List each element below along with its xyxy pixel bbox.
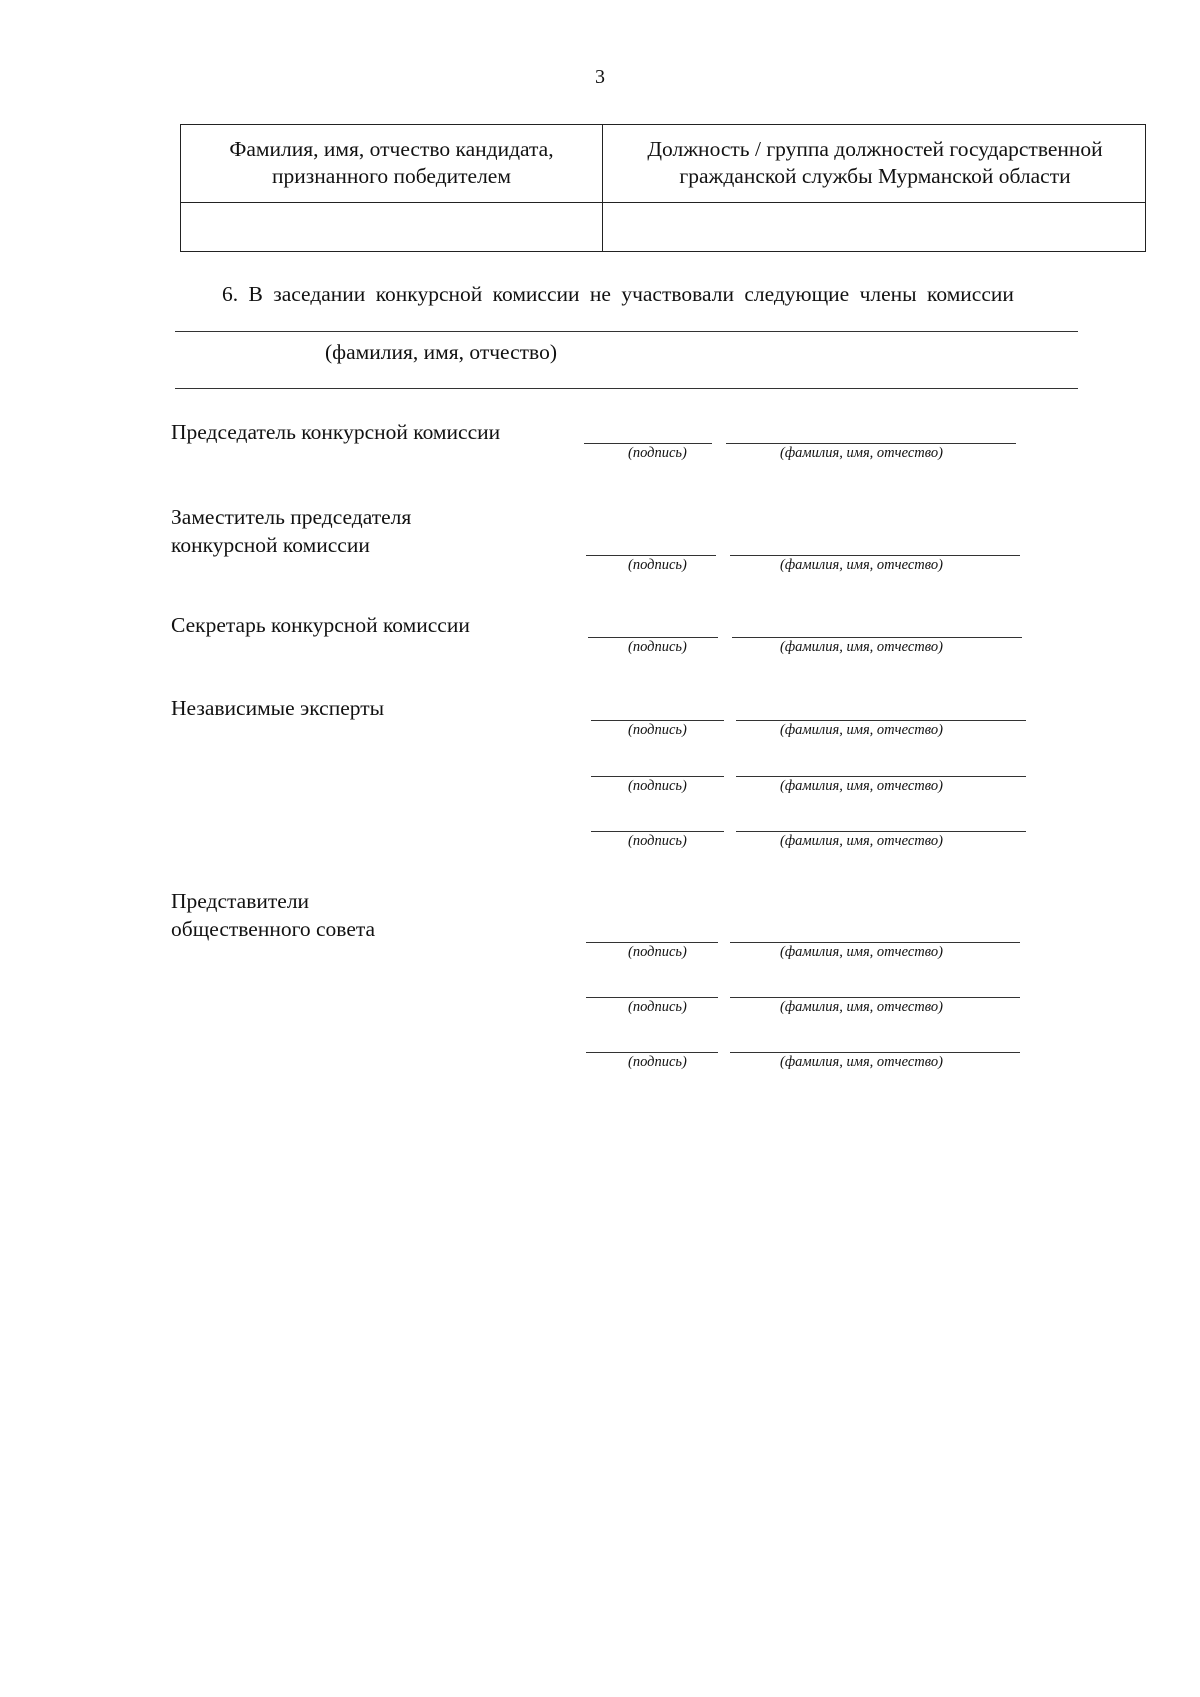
full-name-caption: (фамилия, имя, отчество) <box>780 999 943 1015</box>
role-label-line: Представители <box>171 889 310 913</box>
role-label-line: конкурсной комиссии <box>171 533 370 557</box>
signature-caption: (подпись) <box>628 1054 687 1070</box>
signature-line <box>588 637 718 638</box>
full-name-line <box>726 443 1016 444</box>
full-name-caption: (фамилия, имя, отчество) <box>780 778 943 794</box>
page-number: 3 <box>595 66 605 88</box>
full-name-caption: (фамилия, имя, отчество) <box>780 639 943 655</box>
signature-caption: (подпись) <box>628 722 687 738</box>
full-name-line <box>730 555 1020 556</box>
full-name-caption: (фамилия, имя, отчество) <box>780 722 943 738</box>
table-header-line: признанного победителем <box>272 164 511 188</box>
role-deputy-chairman <box>171 503 411 559</box>
full-name-line <box>736 831 1026 832</box>
role-secretary <box>171 611 470 639</box>
full-name-line <box>730 1052 1020 1053</box>
table-header-line: Должность / группа должностей государственной <box>647 137 1103 161</box>
role-label-line: Заместитель председателя <box>171 505 412 529</box>
signature-line <box>586 997 718 998</box>
signature-caption: (подпись) <box>628 557 687 573</box>
winner-table <box>180 124 1146 252</box>
full-name-caption: (фамилия, имя, отчество) <box>780 445 943 461</box>
table-cell-position <box>603 203 1147 251</box>
absent-members-caption: (фамилия, имя, отчество) <box>325 340 557 364</box>
role-label-line: Секретарь конкурсной комиссии <box>171 613 470 637</box>
role-label-line: Независимые эксперты <box>171 696 385 720</box>
role-public-council-representatives <box>171 887 375 943</box>
signature-line <box>586 555 716 556</box>
item-6-text: 6. В заседании конкурсной комиссии не участвовали следующие члены комиссии <box>222 282 1014 306</box>
absent-members-line <box>175 388 1078 389</box>
signature-line <box>584 443 712 444</box>
signature-line <box>591 720 724 721</box>
table-cell-candidate-name <box>181 203 602 251</box>
table-header-position <box>603 136 1147 190</box>
signature-caption: (подпись) <box>628 833 687 849</box>
signature-line <box>586 942 718 943</box>
table-header-line: Фамилия, имя, отчество кандидата, <box>229 137 554 161</box>
full-name-caption: (фамилия, имя, отчество) <box>780 833 943 849</box>
full-name-caption: (фамилия, имя, отчество) <box>780 944 943 960</box>
signature-caption: (подпись) <box>628 778 687 794</box>
role-independent-experts <box>171 694 384 722</box>
full-name-line <box>730 997 1020 998</box>
full-name-line <box>732 637 1022 638</box>
signature-line <box>591 831 724 832</box>
table-header-candidate-name <box>181 136 602 190</box>
full-name-line <box>736 776 1026 777</box>
role-chairman <box>171 418 500 446</box>
table-header-line: гражданской службы Мурманской области <box>679 164 1071 188</box>
signature-caption: (подпись) <box>628 445 687 461</box>
absent-members-line <box>175 331 1078 332</box>
signature-line <box>586 1052 718 1053</box>
full-name-caption: (фамилия, имя, отчество) <box>780 1054 943 1070</box>
full-name-line <box>730 942 1020 943</box>
signature-caption: (подпись) <box>628 944 687 960</box>
full-name-caption: (фамилия, имя, отчество) <box>780 557 943 573</box>
signature-line <box>591 776 724 777</box>
full-name-line <box>736 720 1026 721</box>
signature-caption: (подпись) <box>628 639 687 655</box>
role-label-line: общественного совета <box>171 917 376 941</box>
signature-caption: (подпись) <box>628 999 687 1015</box>
role-label-line: Председатель конкурсной комиссии <box>171 420 501 444</box>
